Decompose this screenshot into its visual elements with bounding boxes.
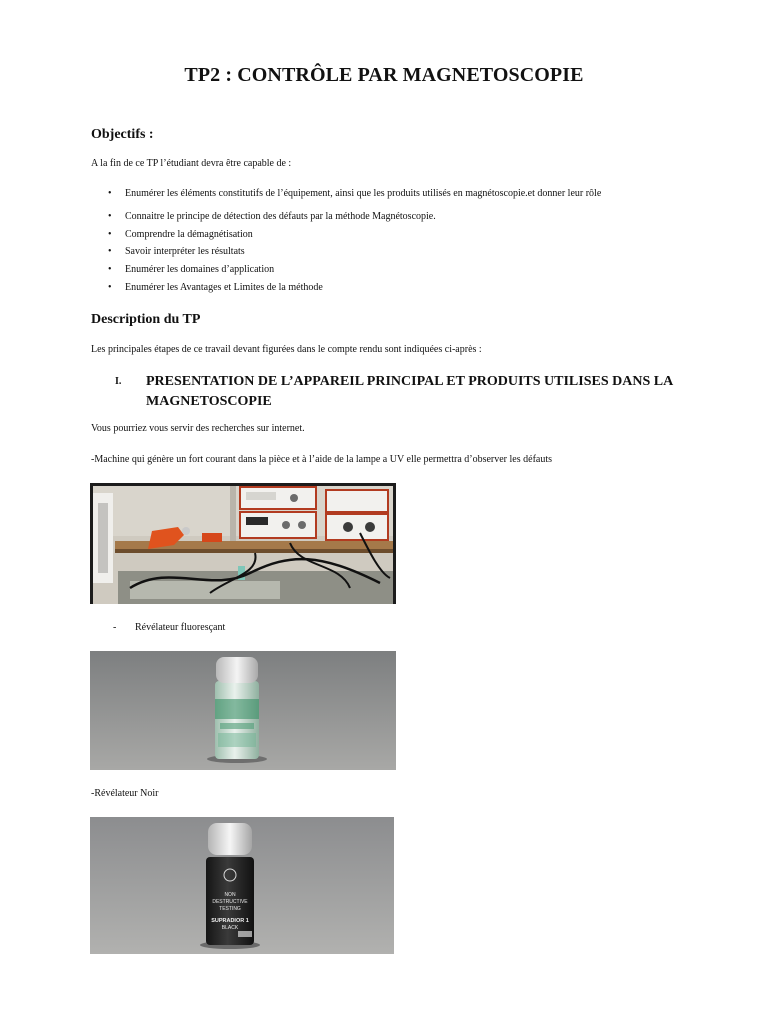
bullet-glyph: •: [108, 188, 112, 199]
bullet-glyph: •: [108, 211, 112, 222]
list-item-text: Enumérer les éléments constitutifs de l’équipement, ainsi que les produits utilisés en magnétoscopie.et donner leur rôle: [125, 188, 602, 199]
section-text-research: Vous pourriez vous servir des recherches sur internet.: [91, 423, 305, 434]
list-item-text: Enumérer les domaines d’application: [125, 264, 275, 275]
can-label-text: NON: [224, 892, 236, 898]
bullet-glyph: •: [108, 229, 112, 240]
workbench-machine-photo: [90, 483, 396, 604]
bullet-glyph: •: [108, 246, 112, 257]
can-label-text: DESTRUCTIVE: [212, 899, 248, 905]
fluorescent-developer-can-photo: [90, 651, 396, 770]
document-title: TP2 : CONTRÔLE PAR MAGNETOSCOPIE: [184, 64, 584, 86]
objectives-intro: A la fin de ce TP l’étudiant devra être capable de :: [91, 158, 292, 169]
can-label-text: TESTING: [219, 906, 241, 912]
section-heading: PRESENTATION DE L’APPAREIL PRINCIPAL ET PRODUITS UTILISES DANS LA MAGNETOSCOPIE: [146, 374, 673, 409]
section-number: I.: [115, 376, 122, 387]
list-item-text: Révélateur fluoresçant: [135, 622, 226, 633]
bullet-glyph: •: [108, 282, 112, 293]
list-item-text: Savoir interpréter les résultats: [125, 246, 245, 257]
dash-glyph: -: [113, 622, 117, 633]
can-label-text: SUPRADIOR 1: [211, 918, 249, 924]
list-item-text: Connaitre le principe de détection des défauts par la méthode Magnétoscopie.: [125, 211, 436, 222]
list-item-text: Comprendre la démagnétisation: [125, 229, 253, 240]
description-heading: Description du TP: [91, 312, 201, 327]
black-developer-label: -Révélateur Noir: [91, 788, 159, 799]
section-text-machine: -Machine qui génère un fort courant dans la pièce et à l’aide de la lampe a UV elle permettra d’observer les défauts: [91, 454, 553, 465]
description-intro: Les principales étapes de ce travail devant figurées dans le compte rendu sont indiquées ci-après :: [91, 344, 482, 355]
black-developer-can-photo: [90, 817, 394, 954]
list-item-text: Enumérer les Avantages et Limites de la méthode: [125, 282, 323, 293]
objectives-heading: Objectifs :: [91, 127, 154, 142]
can-label-text: BLACK: [221, 925, 239, 931]
bullet-glyph: •: [108, 264, 112, 275]
